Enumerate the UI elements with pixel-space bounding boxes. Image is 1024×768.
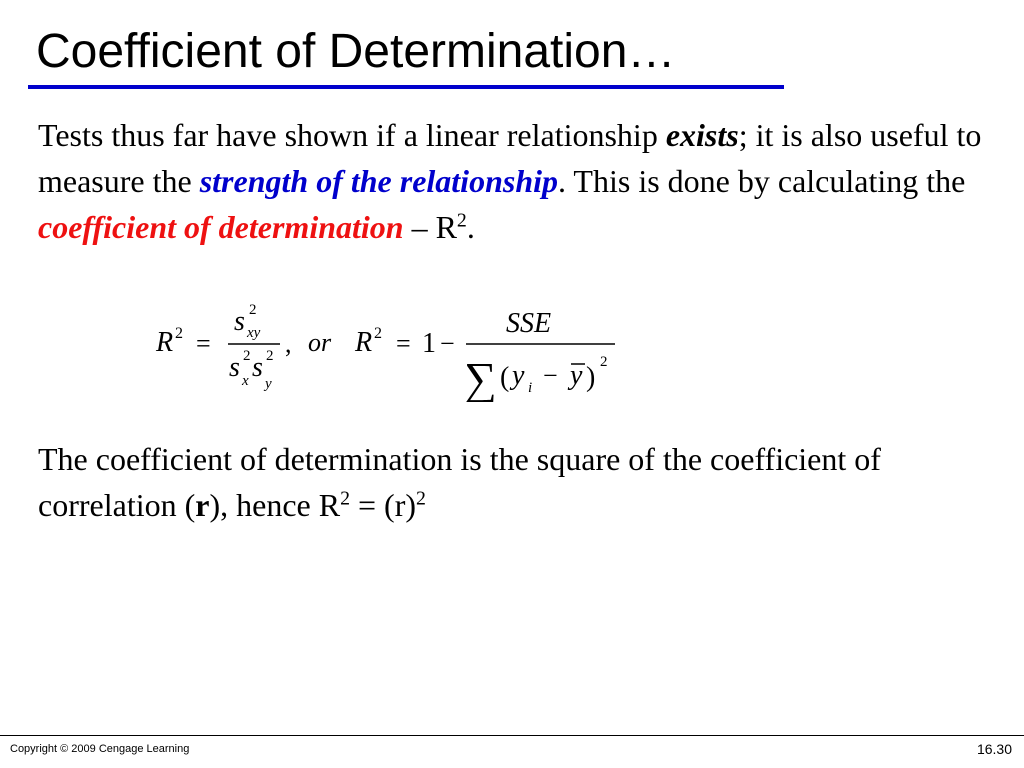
formula-lparen: ( bbox=[500, 362, 510, 393]
formula-den-s2: s bbox=[252, 352, 263, 383]
corr-text-3: = (r) bbox=[349, 487, 416, 523]
formula-den-exp1: 2 bbox=[243, 348, 251, 364]
footer-divider bbox=[0, 735, 1024, 736]
formula-rparen: ) bbox=[586, 362, 596, 393]
keyword-exists: exists bbox=[665, 117, 739, 153]
formula-den-exp2: 2 bbox=[266, 348, 274, 364]
formula-lhs1-r: R bbox=[156, 327, 174, 358]
formula-num-exp: 2 bbox=[249, 302, 257, 318]
formula-equals-1: = bbox=[196, 329, 211, 358]
intro-superscript: 2 bbox=[456, 209, 467, 232]
formula-lhs1-exp: 2 bbox=[175, 325, 183, 342]
formula-or: or bbox=[308, 328, 332, 357]
formula-minus: − bbox=[440, 329, 455, 358]
corr-superscript-1: 2 bbox=[340, 487, 350, 510]
formula-num-sub: xy bbox=[247, 325, 261, 341]
intro-text-4: – R bbox=[403, 209, 457, 245]
copyright-notice: Copyright © 2009 Cengage Learning bbox=[10, 743, 190, 755]
corr-superscript-2: 2 bbox=[416, 487, 426, 510]
formula-minus-2: − bbox=[543, 361, 558, 390]
formula-ybar: y bbox=[570, 360, 583, 391]
intro-text-5: . bbox=[466, 209, 475, 245]
paragraph-correlation bbox=[38, 436, 1013, 528]
formula-den-s1: s bbox=[229, 352, 240, 383]
formula-den-exp: 2 bbox=[600, 354, 608, 370]
formula-den-sub1: x bbox=[242, 373, 249, 389]
intro-text-2: ; it is also useful to measure the bbox=[38, 117, 982, 199]
formula-y: y bbox=[512, 360, 525, 391]
formula-one: 1 bbox=[422, 328, 436, 359]
formula-sse: SSE bbox=[506, 308, 552, 339]
slide-title: Coefficient of Determination… bbox=[36, 25, 676, 78]
formula-den-sub2: y bbox=[265, 376, 272, 392]
corr-text-2: ), hence R bbox=[209, 487, 341, 523]
formula-num-s: s bbox=[234, 306, 245, 337]
formula-equals-2: = bbox=[396, 329, 411, 358]
formula-lhs2-exp: 2 bbox=[374, 325, 382, 342]
corr-r-bold: r bbox=[195, 487, 210, 523]
formula-comma: , bbox=[285, 329, 292, 358]
corr-text-1: The coefficient of determination is the square of the coefficient of correlation ( bbox=[38, 441, 881, 523]
formula-sub-i: i bbox=[528, 380, 533, 396]
intro-text-3: . This is done by calculating the bbox=[558, 163, 966, 199]
intro-text-1: Tests thus far have shown if a linear relationship bbox=[38, 117, 666, 153]
keyword-strength: strength of the relationship bbox=[199, 163, 558, 199]
formula-lhs2-r: R bbox=[355, 327, 373, 358]
formula-sigma: ∑ bbox=[464, 353, 497, 402]
keyword-coefficient: coefficient of determination bbox=[38, 209, 404, 245]
title-underline bbox=[28, 85, 784, 89]
paragraph-intro bbox=[38, 112, 1013, 250]
slide-number: 16.30 bbox=[976, 741, 1012, 757]
r-squared-formula bbox=[150, 292, 630, 407]
